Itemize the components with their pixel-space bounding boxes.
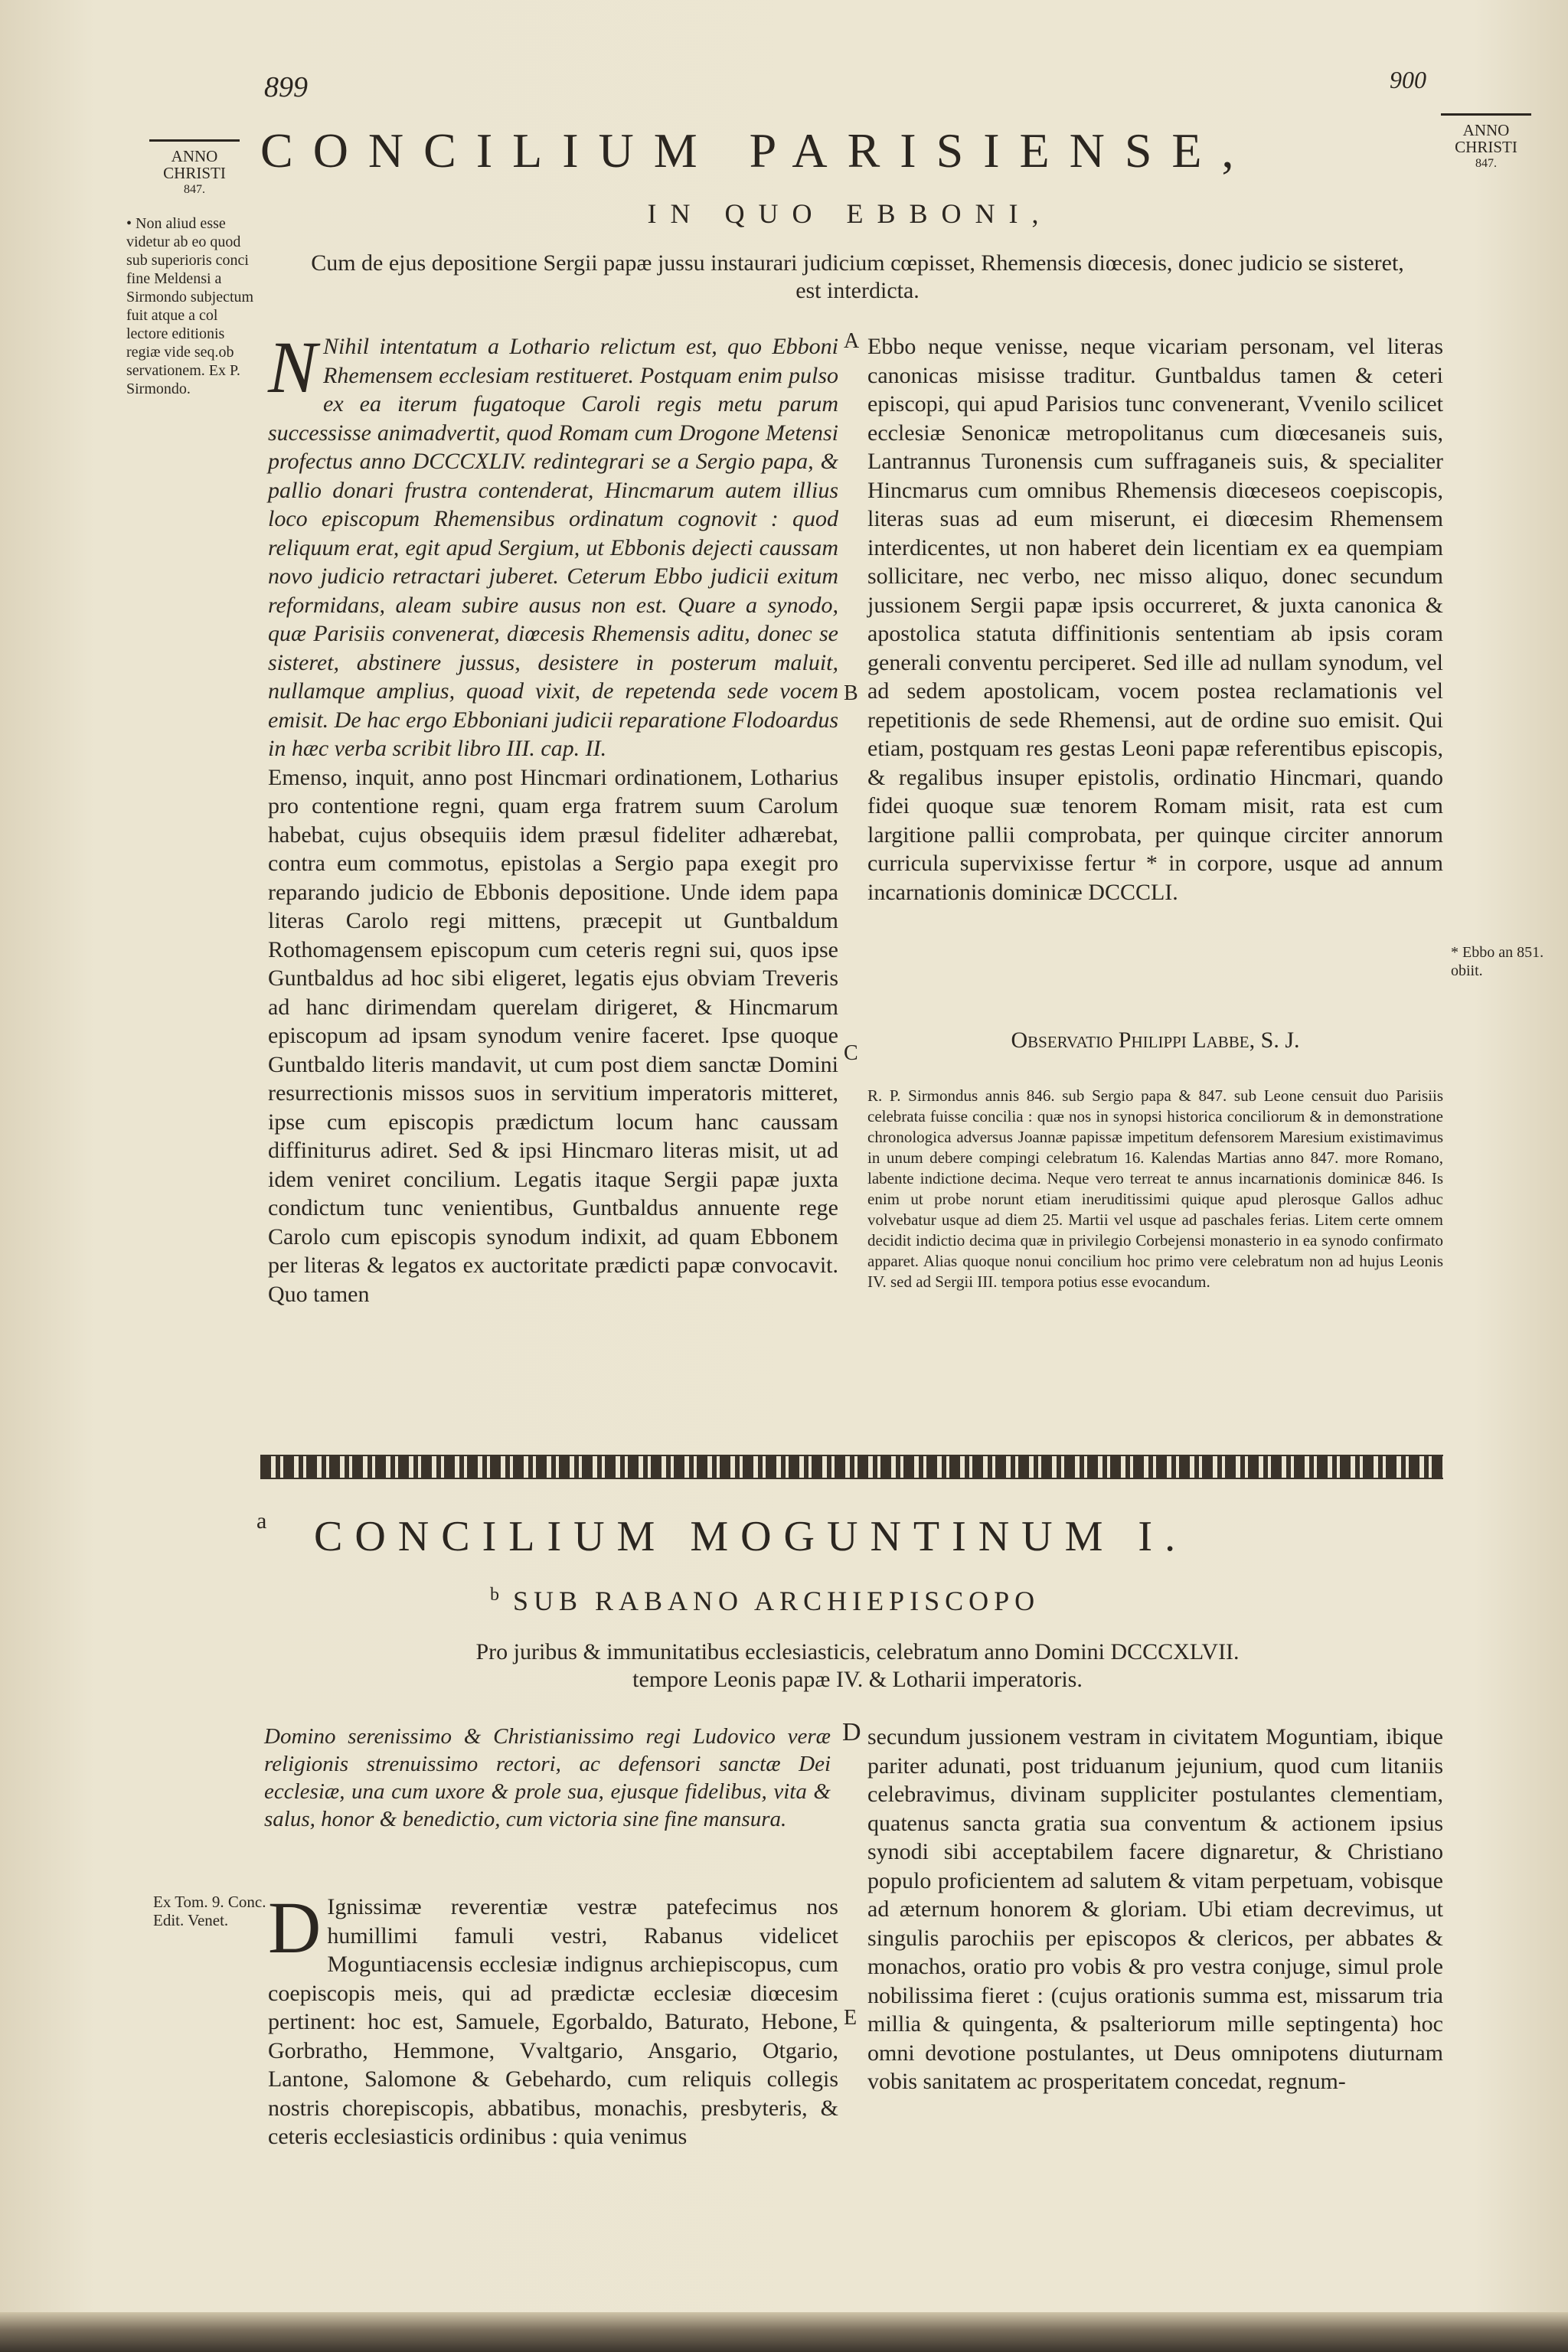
drop-cap-d: D <box>268 1886 322 1968</box>
moguntinum-column-1-text: Ignissimæ reverentiæ vestræ patefecimus nos humillimi famuli vestri, Rabanus videlicet Moguntiacensis ecclesiæ indignus archiepiscopus, cum coepiscopis meis, qui ad prædictæ ecclesiæ diœcesim pertinent: hoc est, Samuele, Egorbaldo, Baturato, Hebone, Gorbratho, Hemmone, Vvaltgario, Ansgario, Otgario, Lantone, Salomone & Gebehardo, cum reliquis collegis nostris chorepiscopis, abbatibus, monachis, presbyteris, & ceteris ecclesiasticis ordinibus : quia venimus <box>268 1894 838 2149</box>
margin-note-right: * Ebbo an 851. obiit. <box>1451 944 1544 979</box>
anno-year: 847. <box>1475 157 1497 170</box>
ornamental-divider <box>260 1455 1443 1479</box>
anno-label: ANNO CHRISTI <box>163 147 226 182</box>
page-number-right: 900 <box>1390 66 1426 93</box>
margin-note-left: • Non aliud esse videtur ab eo quod sub superioris conci fine Meldensi a Sirmondo subjectum fuit atque a col lectore editionis regiæ vide seq.ob servationem. Ex P. Sirmondo. <box>126 215 254 397</box>
moguntinum-column-2: secundum jussionem vestram in civitatem Moguntiam, ibique pariter adunati, post triduanum jejunium, quod cum litaniis celebravimus, divinam suppliciter postulantes clementiam, quatenus sancta gratia sua conventum & actionem ipsius synodi sibi acceptabilem facere dignaretur, & Christiano populo proficientem ad salutem & vitam perpetuam, vobisque ad æternum honorem & gloriam. Ubi etiam decrevimus, ut singulis parochiis per episcopos & clericos, per abbates & monachos, oratio pro vobis & pro vestra conjuge, simul prole nobilissima fieret : (cujus orationis summa est, missarum tria millia & quingenta, & psalteriorum mille septingenta) hoc omni devotione postulantes, ut Deus omnipotens diuturnam vobis sanitatem ac prosperitatem concedat, regnum- <box>867 1724 1443 2094</box>
margin-letter-d: D <box>842 1718 861 1746</box>
drop-cap-n: N <box>268 326 318 408</box>
subtitle-tempore-leonis: tempore Leonis papæ IV. & Lotharii imperatoris. <box>632 1667 1083 1692</box>
page-bottom-edge <box>0 2312 1568 2352</box>
title-concilium-moguntinum: CONCILIUM MOGUNTINUM I. <box>314 1513 1188 1560</box>
anno-christi-left <box>149 139 240 198</box>
anno-label: ANNO CHRISTI <box>1455 121 1517 156</box>
moguntinum-dedication: Domino serenissimo & Christianissimo regi Ludovico veræ religionis strenuissimo rectori, ac defensori sanctæ Dei ecclesiæ, una cum uxore & prole sua, ejusque fidelibus, vita & salus, honor & benedictio, cum victoria sine fine mansura. <box>264 1724 831 1831</box>
title-concilium-parisiense: CONCILIUM PARISIENSE, <box>260 123 1254 178</box>
footnote-mark-b: b <box>490 1585 499 1605</box>
observatio-heading: Observatio Philippi Labbe, S. J. <box>1011 1027 1300 1053</box>
flodoardus-quote: Emenso, inquit, anno post Hincmari ordinationem, Lotharius pro contentione regni, quam erga fratrem suum Carolum habebat, cujus obsequiis idem præsul fideliter adhærebat, contra eum commotus, epistolas a Sergio papa exegit pro reparando judicio de Ebbonis depositione. Unde idem papa literas Carolo regi mittens, præcepit ut Guntbaldum Rothomagensem episcopum cum ceteris regni sui, quos ipse Guntbaldus ad hoc sibi eligeret, legatis ejus obviam Treveris ad hanc dirimendam querelam dirigeret, & Hincmarum episcopum ad ipsam synodum venire faceret. Ipse quoque Guntbaldo literis mandavit, ut cum post diem sanctæ Domini resurrectionis missos suos in servitium imperatoris mitteret, ipse cum episcopis prædictum locum hanc caussam diffiniturus adiret. Sed & ipsi Hincmaro literas misit, ut ad idem veniret concilium. Legatis itaque Sergii papæ juxta condictum tunc venientibus, Guntbaldus annuente rege Carolo cum episcopis synodum indixit, ad quam Ebbonem per literas & legatos ex auctoritate prædicti papæ convocavit. Quo tamen <box>268 764 838 1307</box>
anno-year: 847. <box>184 183 205 196</box>
parisiense-column-2: Ebbo neque venisse, neque vicariam personam, vel literas canonicas misisse traditur. Guntbaldus tamen & ceteri episcopi, qui apud Parisios tunc convenerant, Vvenilo scilicet ecclesiæ Senonicæ metropolitanus cum diœcesaneis suis, Lantrannus Turonensis cum suffraganeis suis, & specialiter Hincmarus cum omnibus Rhemensis diœceseos coepiscopis, literas suas ad eum miserunt, ei diœcesim Rhemensem interdicentes, ut non haberet dein licentiam ex ea quempiam sollicitare, nec verbo, nec misso aliquo, donec secundum jussionem Sergii papæ ipsis occurreret, & juxta canonica & apostolica statuta diffinitionis sententiam ab ipsis coram generali conventu perciperet. Sed ille ad nullam synodum, vel ad sedem apostolicam, vocem postea reclamationis vel repetitionis de sede Rhemensi, aut de ordine suo emisit. Qui etiam, postquam res gestas Leoni papæ referentibus episcopis, & regalibus insuper epistolis, ordinatio Hincmari, quando fidei quoque suæ tenorem Romam misit, rata est cum largitione pallii comprobata, per quinque circiter annorum curricula supervixisse fertur * in corpore, usque ad annum incarnationis dominicæ DCCCLI. <box>867 334 1443 905</box>
intro-italic-body: Nihil intentatum a Lothario relictum est, quo Ebboni Rhemensem ecclesiam restitueret. Postquam enim pulso ex ea iterum fugatoque Caroli regis metu parum successisse animadvertit, quod Romam cum Drogone Metensi profectus anno DCCCXLIV. redintegrari se a Sergio papa, & pallio donari frustra contenderat, Hincmarum autem illius loco episcopum Rhemensibus ordinatum cognovit : quod reliquum erat, egit apud Sergium, ut Ebbonis dejecti caussam novo judicio retractari juberet. Ceterum Ebbo judicii exitum reformidans, aleam subire ausus non est. Quare a synodo, quæ Parisiis convenerat, diœcesis Rhemensis aditu, donec se sisteret, abstinere jussus, desistere in posterum maluit, nullamque amplius, quoad vixit, de repetenda sede vocem emisit. De hac ergo Ebboniani judicii reparatione Flodoardus in hæc verba scribit libro III. cap. II. <box>268 334 838 761</box>
margin-letter-e: E <box>844 2006 858 2030</box>
observatio-text: R. P. Sirmondus annis 846. sub Sergio papa & 847. sub Leone censuit duo Parisiis celebrata fuisse concilia : quæ nos in synopsi historica conciliorum & in demonstratione chronologica adversus Joannæ papissæ impetitum defensorem Maresium existimavimus in unum debere compingi celebratum 16. Kalendas Martias anno 847. more Romano, labente indictione decima. Neque vero terreat te annus incarnationis dominicæ 846. Is enim ut probe norunt etiam ineruditissimi quique apud plerosque Gallos adhuc volvebatur usque ad diem 25. Martii vel usque ad paschales ferias. Litem certe omnem decidit indictio decima quæ in privilegio Corbejensi monasterio in ea synodo confirmato apparet. Alias quoque nonui concilium hoc primo vere celebratum non ad hujus Leonis IV. sed ad Sergii III. tempora potius esse evocandum. <box>867 1086 1443 1291</box>
margin-letter-a: A <box>844 329 860 353</box>
subtitle-description: Cum de ejus depositione Sergii papæ jussu instaurari judicium cœpisset, Rhemensis diœcesis, donec judicio se sisteret, est interdicta. <box>311 250 1404 303</box>
page-number-left: 899 <box>264 71 308 103</box>
moguntinum-column-1 <box>268 1886 838 2151</box>
moguntinum-margin-note: Ex Tom. 9. Conc. Edit. Venet. <box>153 1893 266 1929</box>
subtitle-pro-juribus: Pro juribus & immunitatibus ecclesiasticis, celebratum anno Domini DCCCXLVII. <box>475 1639 1240 1664</box>
margin-letter-b: B <box>844 681 858 705</box>
subtitle-in-quo-ebboni: IN QUO EBBONI, <box>647 198 1053 229</box>
parisiense-column-1 <box>268 326 838 1308</box>
footnote-mark-a: a <box>256 1508 267 1534</box>
subtitle-sub-rabano: SUB RABANO ARCHIEPISCOPO <box>513 1586 1040 1616</box>
margin-letter-c: C <box>844 1041 858 1065</box>
intro-italic-text <box>268 326 838 763</box>
